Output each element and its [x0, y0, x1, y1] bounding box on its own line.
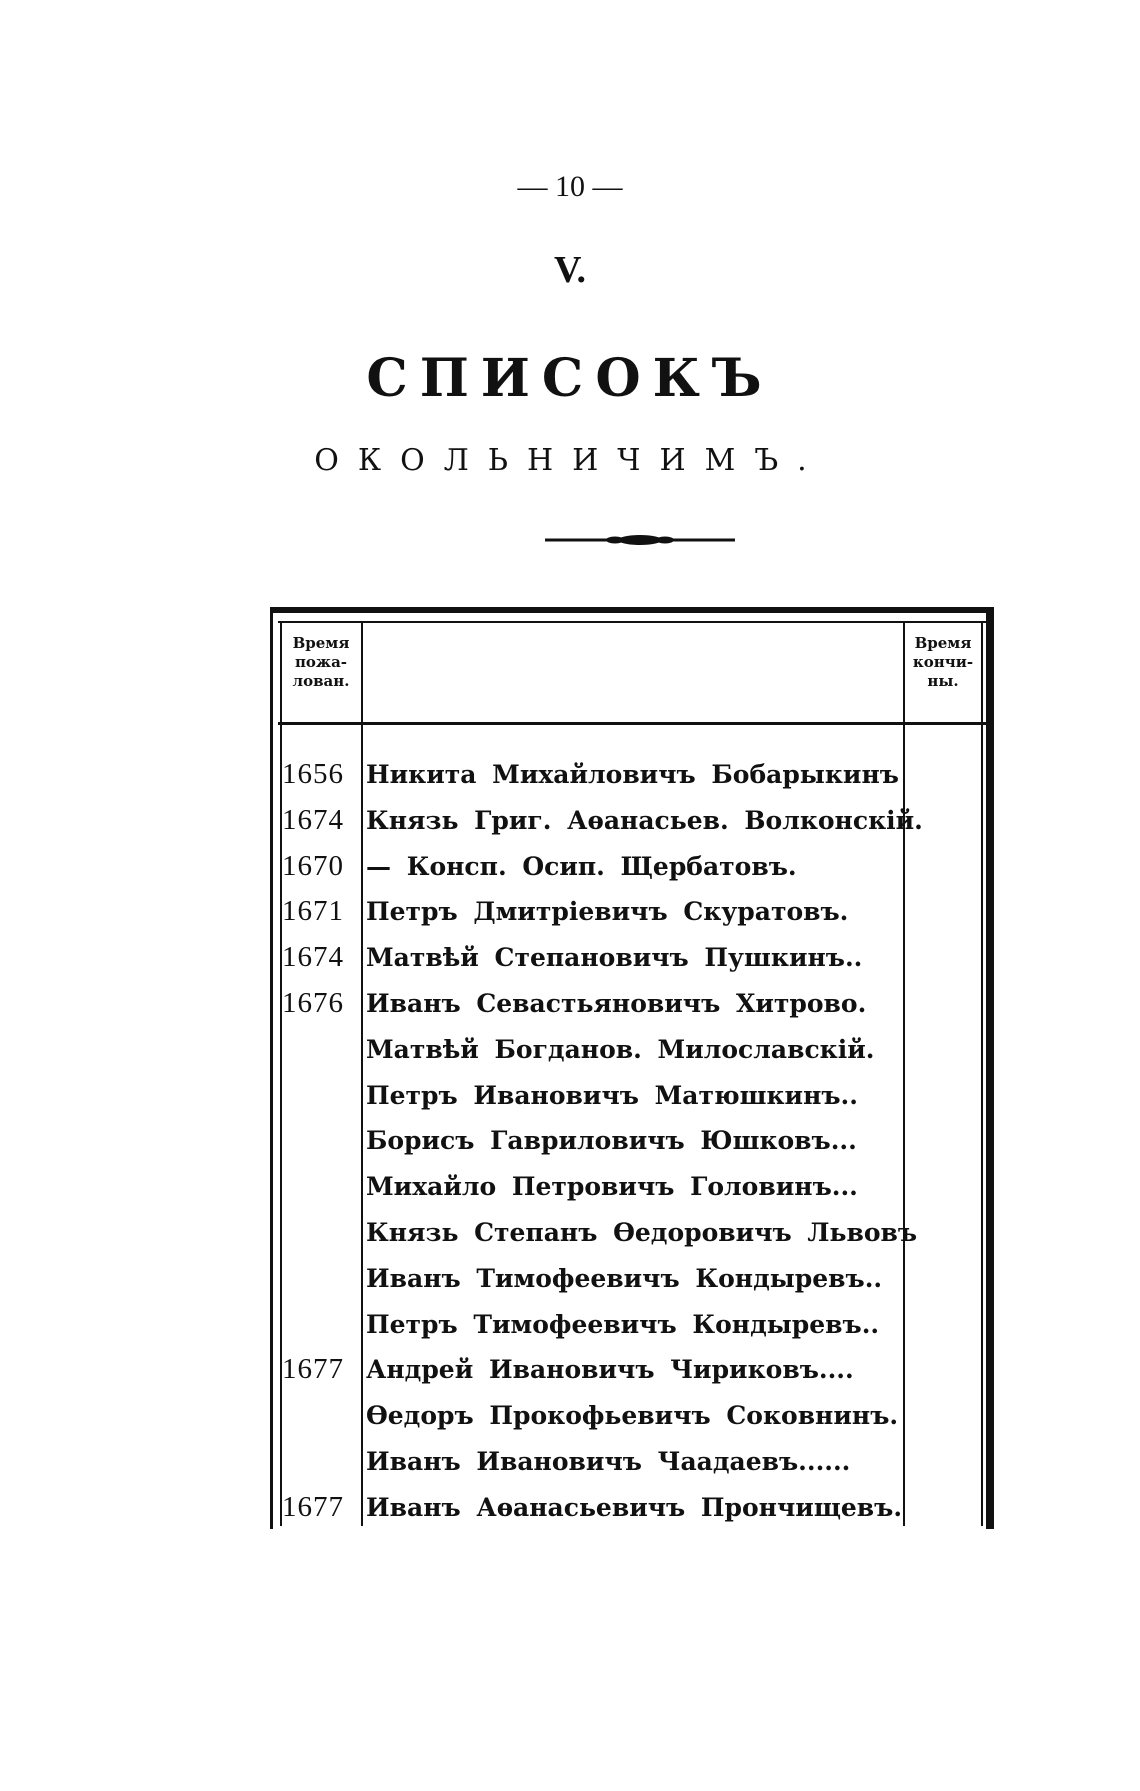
death-date-header-text: Время кончи-ны.: [912, 634, 974, 690]
table-row: [282, 889, 902, 935]
row-name: Никита Михайловичъ Бобарыкинъ: [366, 760, 899, 789]
row-name: Петръ Дмитріевичъ Скуратовъ.: [366, 897, 849, 927]
row-year: 1656: [282, 758, 344, 790]
table-row: [282, 1393, 902, 1439]
table-row: [282, 752, 902, 798]
column-header-grant-date: [284, 634, 358, 691]
section-numeral: V.: [553, 249, 587, 291]
table-row: [282, 1439, 902, 1485]
table-row: [282, 1347, 902, 1393]
table-row: [282, 1256, 902, 1302]
row-name: Матвѣй Богданов. Милославскій.: [366, 1034, 875, 1064]
row-name: Иванъ Ивановичъ Чаадаевъ......: [366, 1446, 851, 1476]
row-year: 1671: [282, 895, 344, 928]
page-number: — 10 —: [517, 170, 623, 203]
row-name: Борисъ Гавриловичъ Юшковъ...: [366, 1126, 857, 1156]
row-name: Петръ Ивановичъ Матюшкинъ..: [366, 1080, 858, 1110]
row-name: Михайло Петровичъ Головинъ...: [366, 1172, 858, 1202]
row-name: — Консп. Осип. Щербатовъ.: [366, 851, 797, 881]
table-row: [282, 1118, 902, 1164]
row-year: 1677: [282, 1490, 344, 1523]
table-row: [282, 1302, 902, 1348]
table-row: [282, 935, 902, 981]
table-row: [282, 1164, 902, 1210]
row-year: 1677: [282, 1353, 344, 1386]
row-name: Князь Григ. Аѳанасьев. Волконскій.: [366, 805, 923, 835]
column-header-death-date: [906, 634, 980, 691]
table-row: [282, 981, 902, 1027]
table-row: [282, 1073, 902, 1119]
row-name: Иванъ Аѳанасьевичъ Прончищевъ.: [366, 1492, 903, 1522]
grant-date-header-text: Время пожа-лован.: [292, 634, 350, 690]
table-row: [282, 1210, 918, 1256]
row-year: 1674: [282, 803, 344, 836]
list-subtitle: ОКОЛЬНИЧИМЪ.: [314, 443, 826, 478]
table-inner-top-rule: [278, 621, 986, 623]
table-header-rule: [278, 722, 986, 725]
row-year: 1670: [282, 849, 344, 882]
ornament-divider: [545, 533, 735, 547]
table-row: [282, 1485, 902, 1531]
row-name: Матвѣй Степановичъ Пушкинъ..: [366, 943, 863, 973]
row-name: Иванъ Севастьяновичъ Хитрово.: [366, 988, 867, 1018]
row-name: Ѳедоръ Прокофьевичъ Соковнинъ.: [366, 1401, 899, 1431]
row-name: Иванъ Тимофеевичъ Кондыревъ..: [366, 1263, 883, 1293]
row-name: Князь Степанъ Ѳедоровичъ Львовъ: [366, 1217, 918, 1247]
row-year: 1676: [282, 986, 344, 1019]
row-name: Андрей Ивановичъ Чириковъ....: [366, 1355, 854, 1385]
table-row: [282, 1027, 902, 1073]
table-row: [282, 844, 902, 890]
row-name: Петръ Тимофеевичъ Кондыревъ..: [366, 1309, 880, 1339]
table-row: [282, 798, 923, 844]
table-body: [282, 752, 923, 1531]
row-year: 1674: [282, 941, 344, 974]
list-title: СПИСОКЪ: [366, 348, 774, 409]
